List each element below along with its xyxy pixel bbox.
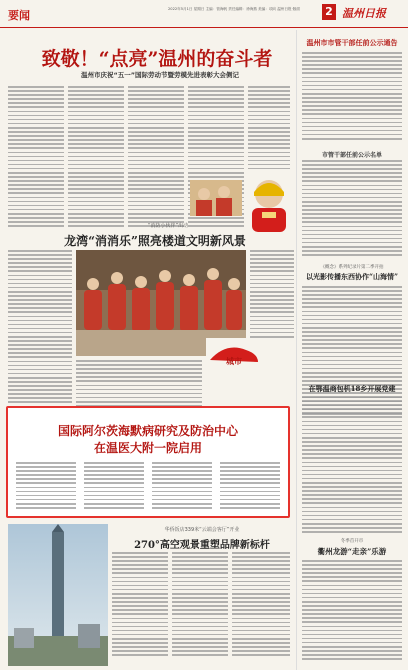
story4-title: 在鄂温商包机18乡开展党建 bbox=[308, 384, 396, 393]
story5-kicker: 冬季首开市 bbox=[340, 539, 364, 544]
page-number: 2 bbox=[322, 4, 336, 20]
svg-text:城市: 城市 bbox=[226, 356, 242, 366]
story2-body-left bbox=[8, 250, 72, 422]
story1-body-col3 bbox=[128, 86, 184, 229]
tower-photo bbox=[8, 524, 108, 666]
award-ceremony-photo bbox=[190, 180, 242, 216]
section-label: 要闻 bbox=[8, 9, 30, 22]
story3-title: 以光影传播东西协作“山海情” bbox=[305, 272, 399, 281]
notice-subtitle: 市管干部任前公示名单 bbox=[321, 152, 382, 159]
notice-list bbox=[302, 160, 402, 258]
featured-article-box bbox=[6, 406, 290, 518]
notice-body bbox=[302, 52, 402, 142]
date-line: 2022年5月1日 星期日 主编：管海帆 责任编辑：徐海燕 美编：项向 温州日报·版面 bbox=[168, 7, 300, 11]
story1-subtitle: 温州市庆祝“五一”国际劳动节暨劳模先进表彰大会侧记 bbox=[80, 71, 240, 79]
featured-body-col1 bbox=[16, 462, 76, 511]
paper-logo: 温州日报 bbox=[342, 7, 386, 20]
featured-body-col4 bbox=[220, 462, 280, 511]
story5-title: 衢州龙游“走亲”乐游 bbox=[317, 547, 387, 556]
story6-kicker: 华侨饭店339米“云端会客厅”开业 bbox=[164, 527, 240, 533]
story1-body-col1 bbox=[8, 86, 64, 229]
masthead bbox=[0, 0, 408, 28]
featured-body-col3 bbox=[152, 462, 212, 511]
story1-title: 致敬！“点亮”温州的奋斗者 bbox=[41, 48, 273, 70]
story5-body bbox=[302, 560, 402, 662]
story6-body-col3 bbox=[232, 552, 290, 658]
story4-body bbox=[302, 396, 402, 535]
story2-body-right bbox=[250, 250, 294, 340]
story3-kicker: 《概念》系列纪录片第二季开拍 bbox=[320, 265, 384, 270]
story6-body-col2 bbox=[172, 552, 228, 658]
story6-body-col1 bbox=[112, 552, 168, 658]
civilized-city-badge bbox=[206, 338, 262, 368]
featured-title-line2: 在温医大附一院启用 bbox=[93, 441, 202, 455]
story2-title: 龙湾“消消乐”照亮楼道文明新风景 bbox=[64, 234, 246, 248]
story1-body-col5 bbox=[248, 86, 290, 172]
right-column-rule bbox=[296, 30, 297, 670]
featured-title-line1: 国际阿尔茨海默病研究及防治中心 bbox=[57, 424, 238, 438]
featured-body-col2 bbox=[84, 462, 144, 511]
story2-kicker: “消防小伙伴”出动 bbox=[147, 223, 189, 229]
notice-title: 温州市市管干部任前公示通告 bbox=[306, 38, 398, 47]
story1-body-col2 bbox=[68, 86, 124, 229]
story6-title: 270°高空观景重塑品牌新标杆 bbox=[134, 540, 270, 551]
